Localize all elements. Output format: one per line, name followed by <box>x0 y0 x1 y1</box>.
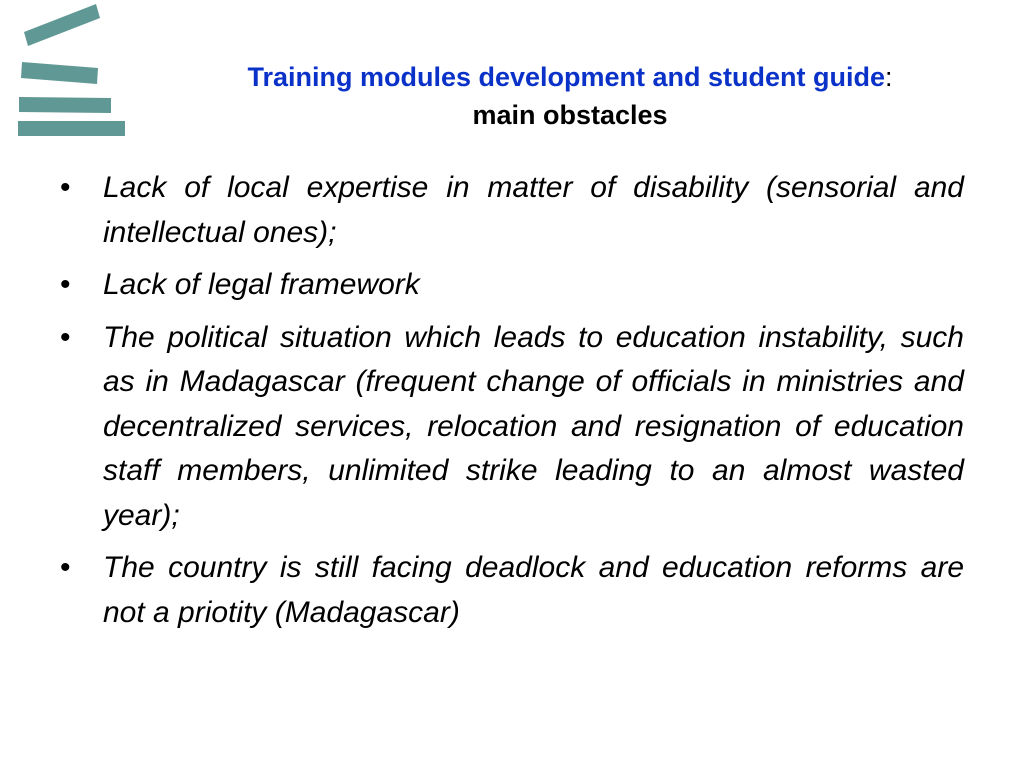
bullet-glyph: • <box>60 171 71 204</box>
bullet-item <box>58 263 964 308</box>
slide-title <box>120 58 1020 134</box>
stacked-bars-logo-icon <box>14 2 132 140</box>
bullet-item <box>58 316 964 539</box>
title-colon: : <box>885 62 893 92</box>
bullet-list <box>58 166 964 643</box>
bullet-text: Lack of local expertise in matter of disability (sensorial and intellectual ones); <box>103 171 964 249</box>
title-main: Training modules development and student guide <box>247 62 886 92</box>
bullet-glyph: • <box>60 551 71 584</box>
bullet-text: The political situation which leads to education instability, such as in Madagascar (frequent change of officials in ministries and decentralized services, relocation and resignation of education staff members, unlimited strike leading to an almost wasted year); <box>103 320 964 532</box>
bullet-item <box>58 166 964 255</box>
title-subtitle: main obstacles <box>472 100 668 130</box>
bullet-glyph: • <box>60 320 71 354</box>
bullet-item <box>58 546 964 635</box>
bullet-text: Lack of legal framework <box>103 268 420 301</box>
bullet-text: The country is still facing deadlock and education reforms are not a priotity (Madagascar) <box>103 551 964 629</box>
bullet-glyph: • <box>60 268 71 301</box>
